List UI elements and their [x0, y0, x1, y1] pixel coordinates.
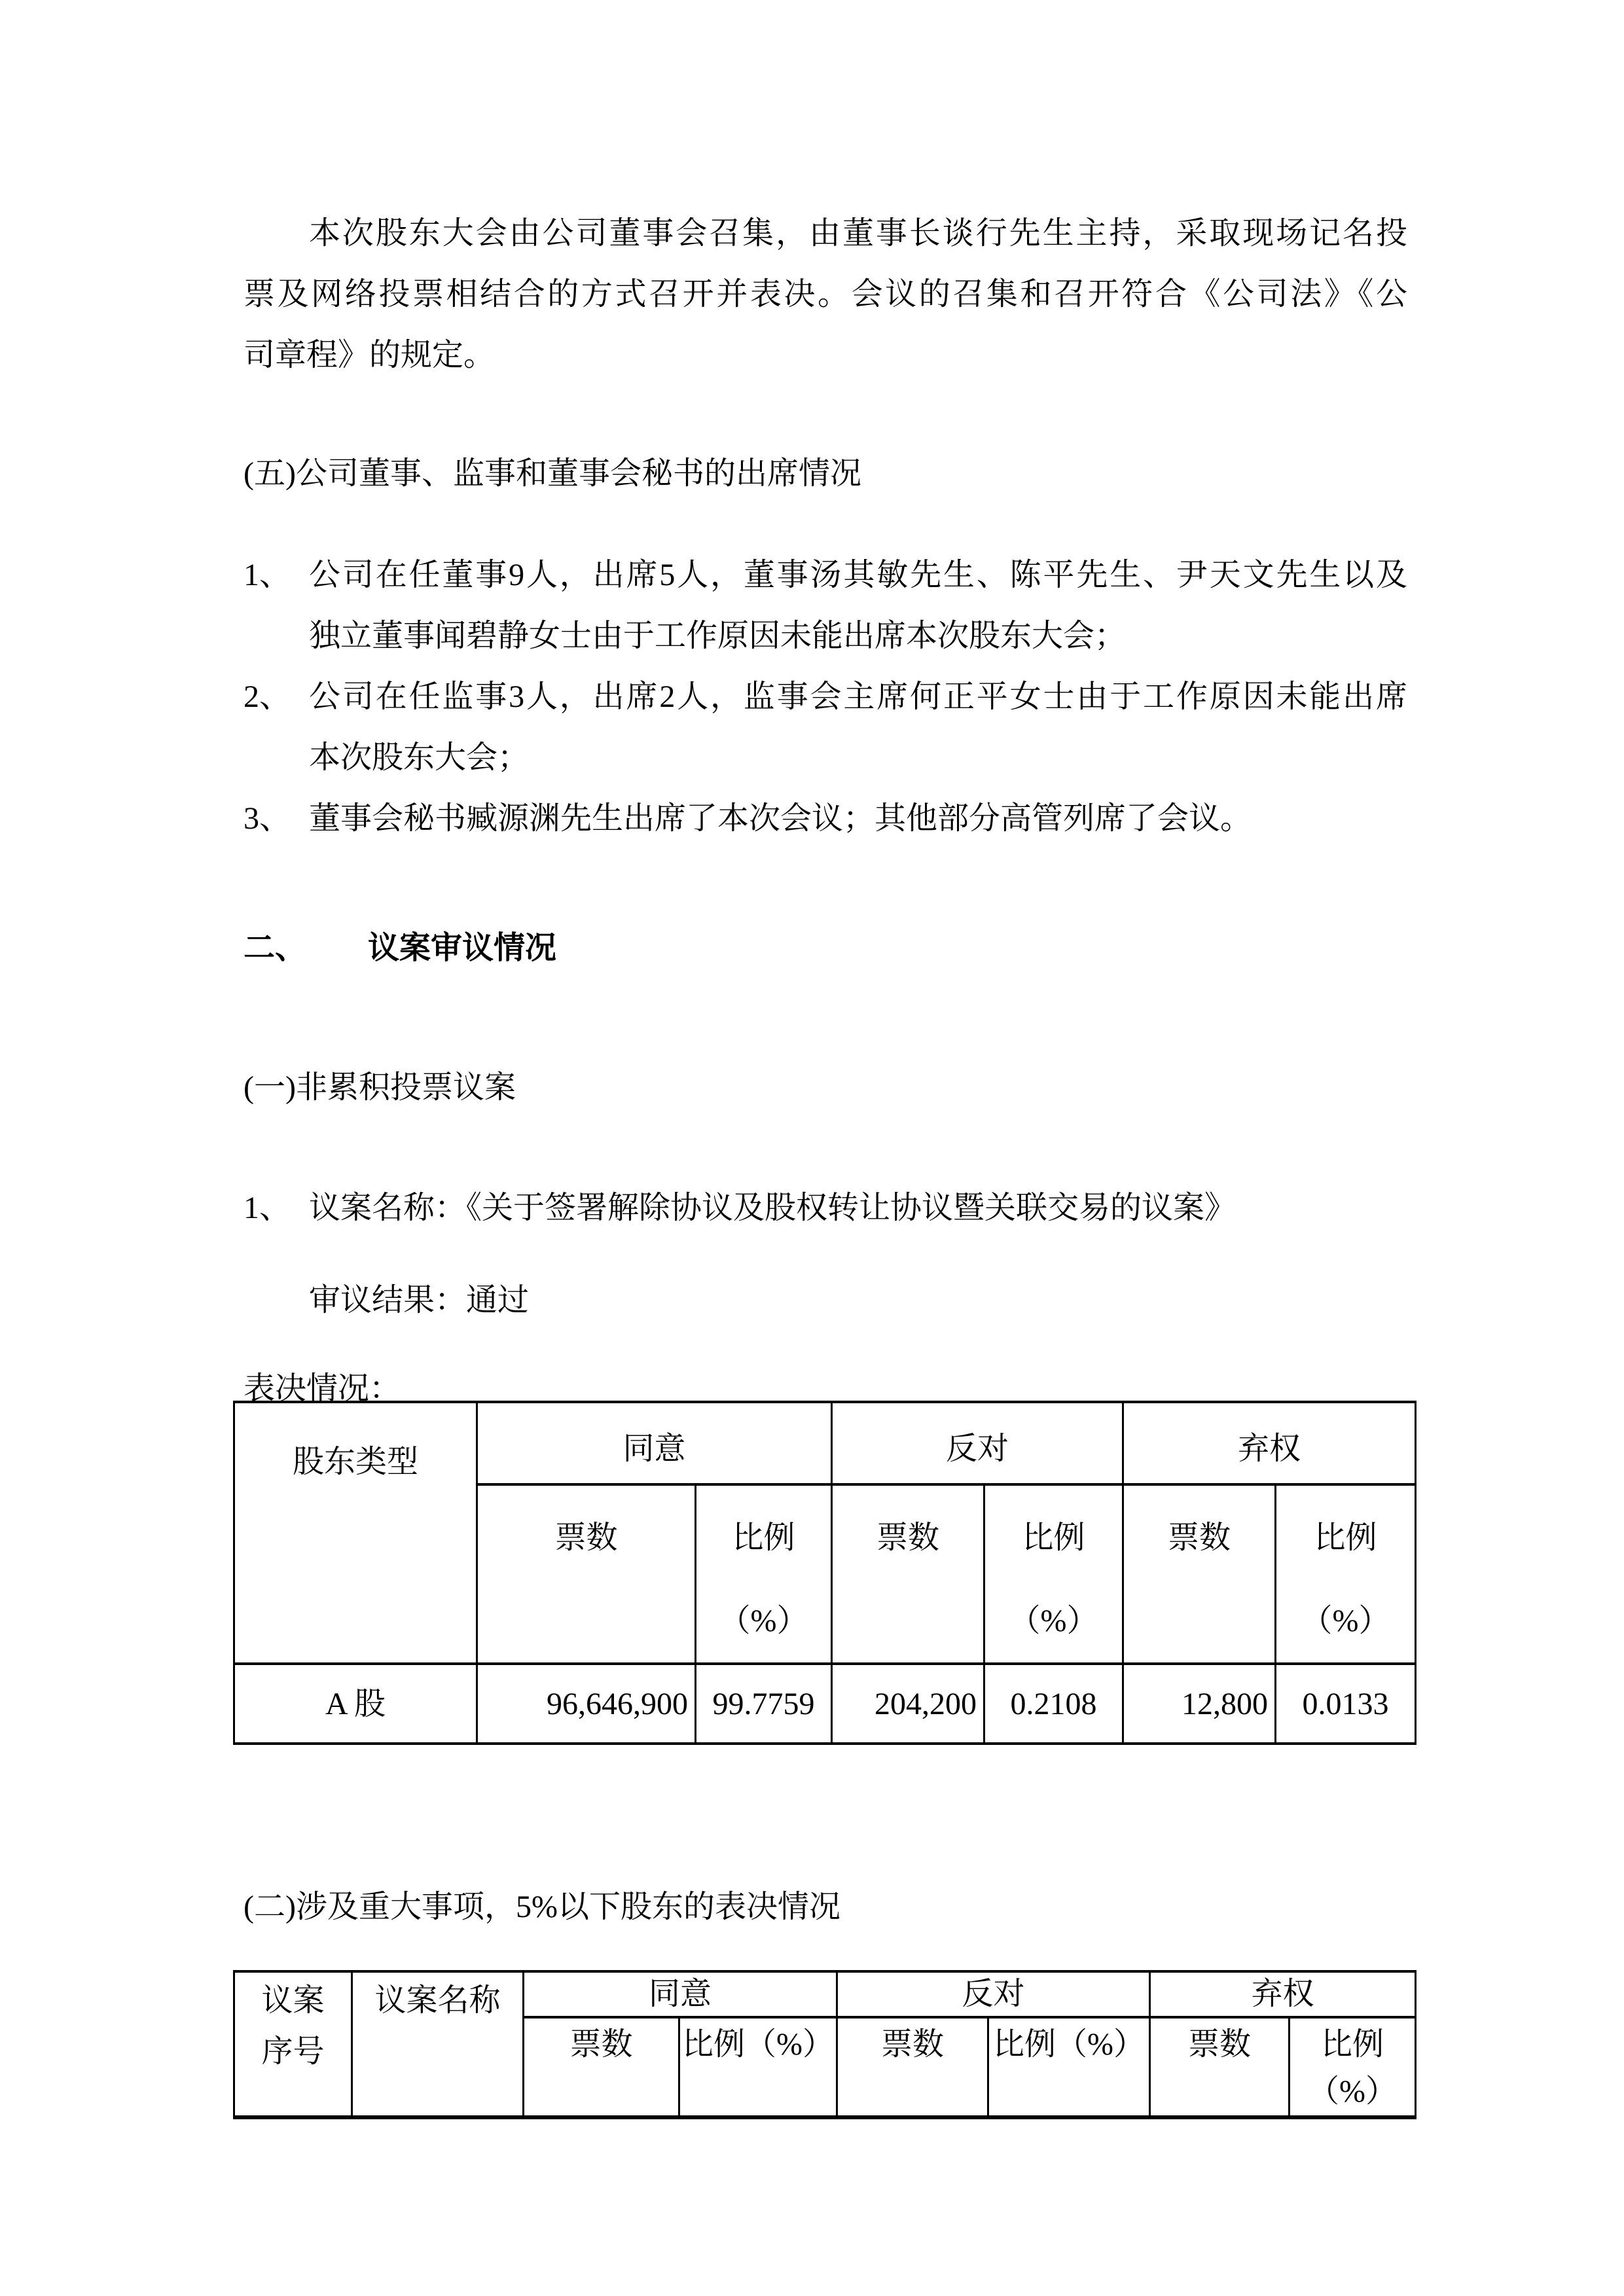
paragraph-line: 票及网络投票相结合的方式召开并表决。会议的召集和召开符合《公司法》《公: [244, 277, 1407, 312]
vote-table-2: [233, 1970, 1416, 2119]
proposal-title: 议案名称：《关于签署解除协议及股权转让协议暨关联交易的议案》: [309, 1191, 1236, 1225]
vote-caption: 表决情况：: [244, 1371, 401, 1406]
cell-abstain-ratio-header: 比例 （%）: [1276, 1484, 1416, 1664]
cell-against-group-header: 反对: [832, 1402, 1123, 1484]
paragraph-line: 司章程》的规定。: [244, 338, 496, 372]
proposal-marker: 1、: [244, 1191, 291, 1225]
proposal-title-row: [244, 1177, 1407, 1238]
cell-abstain-group-header: 弃权: [1150, 1971, 1416, 2017]
section2-heading: [244, 918, 1407, 978]
cell-abstain-votes-header: 票数: [1150, 2017, 1290, 2117]
cell-against-ratio-header: 比例 （%）: [984, 1484, 1123, 1664]
cell-abstain-group-header: 弃权: [1123, 1402, 1416, 1484]
list-item: [244, 788, 1407, 849]
list-item: [244, 545, 1407, 666]
cell-abstain-ratio: 0.0133: [1276, 1664, 1416, 1744]
review-result: 审议结果：通过: [309, 1283, 530, 1318]
list-item-line: 本次股东大会；: [309, 740, 530, 775]
list-item-line: 董事会秘书臧源渊先生出席了本次会议；其他部分高管列席了会议。: [309, 801, 1252, 836]
page-content: [244, 203, 1407, 2119]
cell-agree-ratio-header: 比例 （%）: [696, 1484, 832, 1664]
vote-table-1: [233, 1401, 1416, 1745]
cell-agree-ratio: 99.7759: [696, 1664, 832, 1744]
list-item: [244, 666, 1407, 788]
table2-header-row-groups: [234, 1971, 1416, 2017]
attendance-list: [244, 545, 1407, 849]
cell-against-votes-header: 票数: [832, 1484, 984, 1664]
cell-against-ratio-header: 比例（%）: [988, 2017, 1150, 2117]
list-item-marker: 3、: [244, 801, 291, 836]
list-item-line: 公司在任董事9人，出席5人，董事汤其敏先生、陈平先生、尹天文先生以及: [309, 558, 1407, 592]
cell-proposal-no-header: 议案 序号: [234, 1971, 352, 2117]
list-item-body: [309, 545, 1407, 666]
section2-number: 二、: [244, 931, 307, 965]
list-item-marker: 2、: [244, 679, 291, 714]
cell-against-votes-header: 票数: [837, 2017, 988, 2117]
cell-agree-group-header: 同意: [477, 1402, 832, 1484]
list-item-body: [309, 666, 1407, 788]
cell-agree-votes: 96,646,900: [477, 1664, 696, 1744]
paragraph-line: 本次股东大会由公司董事会召集，由董事长谈行先生主持，采取现场记名投: [309, 216, 1407, 251]
table1-data-row: [234, 1664, 1416, 1744]
cell-against-votes: 204,200: [832, 1664, 984, 1744]
opening-paragraph: [244, 203, 1407, 386]
cell-abstain-votes-header: 票数: [1123, 1484, 1276, 1664]
section2-title: 议案审议情况: [368, 931, 557, 965]
cell-abstain-votes: 12,800: [1123, 1664, 1276, 1744]
list-item-line: 公司在任监事3人，出席2人，监事会主席何正平女士由于工作原因未能出席: [309, 679, 1407, 714]
list-item-marker: 1、: [244, 558, 291, 592]
cell-agree-group-header: 同意: [524, 1971, 837, 2017]
cell-proposal-name-header: 议案名称: [352, 1971, 524, 2117]
cell-agree-votes-header: 票数: [477, 1484, 696, 1664]
cell-against-group-header: 反对: [837, 1971, 1150, 2017]
cell-agree-ratio-header: 比例（%）: [679, 2017, 837, 2117]
cell-against-ratio: 0.2108: [984, 1664, 1123, 1744]
list-item-body: [309, 788, 1407, 849]
section5-heading: (五)公司董事、监事和董事会秘书的出席情况: [244, 456, 861, 491]
cell-abstain-ratio-header: 比例 （%）: [1290, 2017, 1416, 2117]
table1-header-row-groups: [234, 1402, 1416, 1484]
cell-shareholder-type: A 股: [234, 1664, 477, 1744]
list-item-line: 独立董事闻碧静女士由于工作原因未能出席本次股东大会；: [309, 619, 1127, 653]
cell-agree-votes-header: 票数: [524, 2017, 679, 2117]
cell-shareholder-type-header: 股东类型: [234, 1402, 477, 1664]
section2-1-heading: (一)非累积投票议案: [244, 1070, 516, 1105]
section2-2-heading: (二)涉及重大事项，5%以下股东的表决情况: [244, 1890, 840, 1924]
